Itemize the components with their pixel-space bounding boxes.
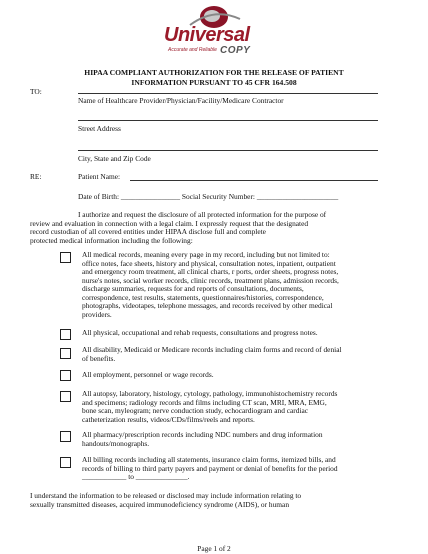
list-item: All disability, Medicaid or Medicare records including claim forms and record of denial of benefits. [82, 345, 342, 363]
city-state-zip-line[interactable] [78, 150, 378, 151]
logo-copy-text: COPY [220, 45, 251, 56]
page-number: Page 1 of 2 [197, 544, 231, 553]
patient-name-label: Patient Name: [78, 172, 121, 181]
employment-records-checkbox[interactable] [60, 370, 71, 381]
disability-records-checkbox[interactable] [60, 348, 71, 359]
patient-name-line[interactable] [130, 180, 378, 181]
autopsy-records-checkbox[interactable] [60, 391, 71, 402]
pharmacy-records-checkbox[interactable] [60, 431, 71, 442]
provider-name-line[interactable] [78, 93, 378, 94]
street-address-line[interactable] [78, 120, 378, 121]
title-line-2: INFORMATION PURSUANT TO 45 CFR 164.508 [131, 77, 297, 87]
intro-line-3: record custodian of all covered entities under HIPAA disclose full and complete [30, 227, 266, 237]
list-item: All physical, occupational and rehab requests, consultations and progress notes. [82, 328, 318, 337]
logo-tagline: Accurate and Reliable [168, 47, 217, 53]
dob-label: Date of Birth: [78, 192, 120, 201]
title-line-1: HIPAA COMPLIANT AUTHORIZATION FOR THE RELEASE OF PATIENT [84, 68, 344, 77]
closing-paragraph [30, 492, 405, 509]
medical-records-checkbox[interactable] [60, 252, 71, 263]
form-title [30, 68, 398, 87]
intro-paragraph [30, 211, 400, 245]
intro-line-1: I authorize and request the disclosure of all protected information for the purpose of [78, 210, 327, 219]
billing-records-checkbox[interactable] [60, 457, 71, 468]
street-address-label: Street Address [78, 124, 121, 133]
dob-ssn-row [78, 192, 338, 201]
intro-line-4: protected medical information including the following: [30, 235, 193, 245]
intro-line-2: review and evaluation in connection with a legal claim. I expressly request that the designated [30, 218, 309, 228]
list-item: All medical records, meaning every page in my record, including but not limited to: office notes, face sheets, history and physical, consultation notes, inpatient, outpatient and emergency room treatment, all clinical charts, r ports, order sheets, progress notes, nurse's notes, social worker records, clinic records, treatment plans, admission records, discharge summaries, requests for and reports of consultations, documents, correspondence, test results, statements, questionnaires/histories, correspondence, photographs, videotapes, telephone messages, and records received by other medical providers. [82, 250, 339, 319]
list-item: All employment, personnel or wage records. [82, 370, 214, 379]
list-item: All billing records including all statements, insurance claim forms, itemized bills, and records of billing to third party payers and payment or denial of benefits for the period ____________ to ______________. [82, 455, 338, 481]
city-state-zip-label: City, State and Zip Code [78, 154, 151, 163]
to-label: TO: [30, 87, 42, 96]
logo-wordmark: Universal [164, 24, 250, 46]
company-logo [160, 3, 268, 63]
closing-line-2: sexually transmitted diseases, acquired immunodeficiency syndrome (AIDS), or human [30, 499, 290, 509]
provider-name-label: Name of Healthcare Provider/Physician/Facility/Medicare Contractor [78, 96, 284, 105]
closing-line-1: I understand the information to be released or disclosed may include information relating to [30, 491, 302, 500]
rehab-records-checkbox[interactable] [60, 329, 71, 340]
dob-field[interactable]: ________________ [120, 192, 181, 201]
ssn-field[interactable]: ______________________ [256, 192, 339, 201]
list-item: All pharmacy/prescription records including NDC numbers and drug information handouts/monographs. [82, 430, 323, 448]
list-item: All autopsy, laboratory, histology, cytology, pathology, immunohistochemistry records and specimens; radiology records and films including CT scan, MRI, MRA, EMG, bone scan, myleogram; nerve conduction study, echocardiogram and cardiac catheterization results, videos/CDs/films/reels and reports. [82, 389, 338, 424]
ssn-label: Social Security Number: [181, 192, 255, 201]
re-label: RE: [30, 172, 42, 181]
